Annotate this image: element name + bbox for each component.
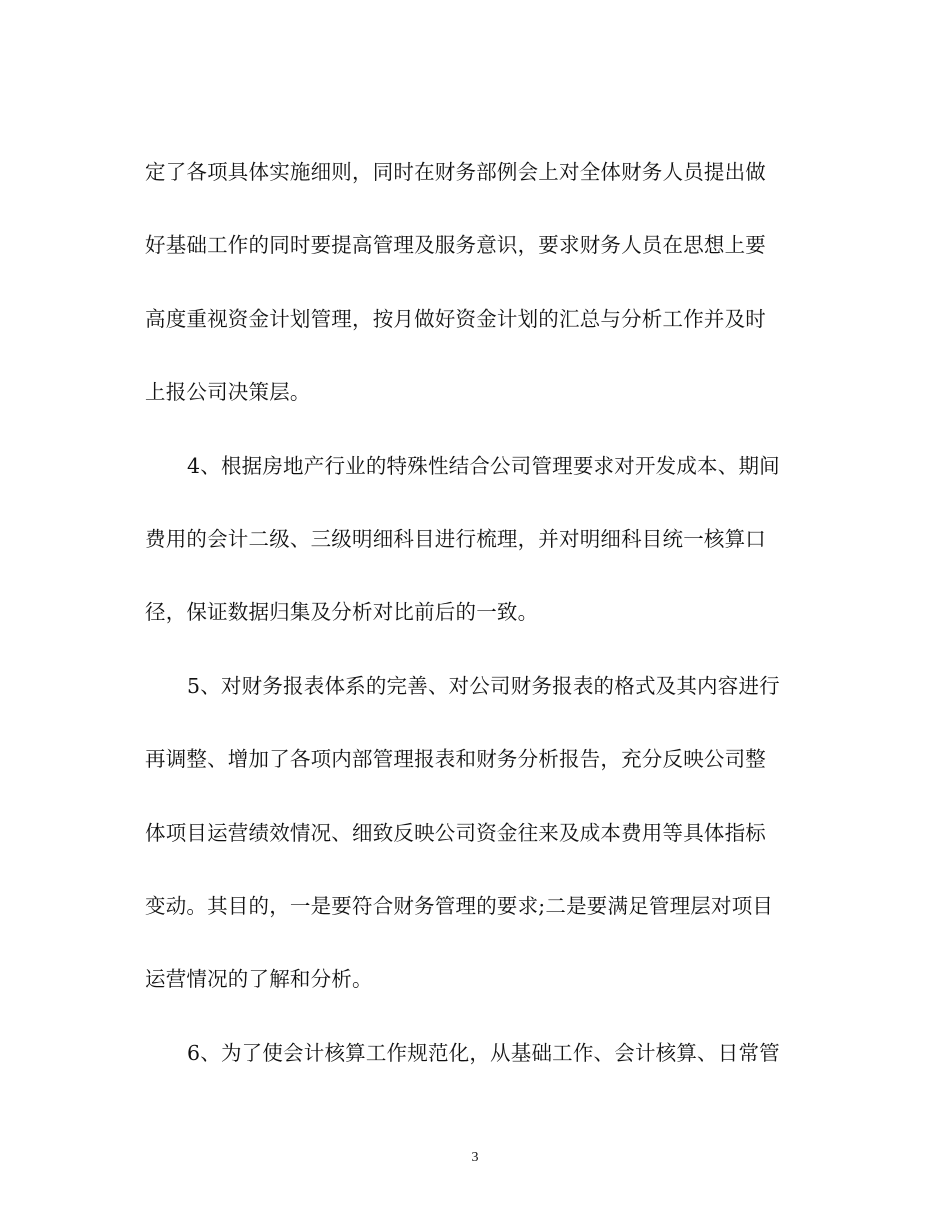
paragraph-start-line: 4、根据房地产行业的特殊性结合公司管理要求对开发成本、期间 — [187, 453, 780, 478]
paragraph-start-line: 5、对财务报表体系的完善、对公司财务报表的格式及其内容进行 — [187, 673, 780, 698]
paragraph-start-line: 6、为了使会计核算工作规范化，从基础工作、会计核算、日常管 — [187, 1040, 780, 1065]
text-line: 高度重视资金计划管理，按月做好资金计划的汇总与分析工作并及时 — [145, 306, 766, 331]
text-line: 定了各项具体实施细则，同时在财务部例会上对全体财务人员提出做 — [145, 160, 766, 184]
text-line: 径，保证数据归集及分析对比前后的一致。 — [145, 600, 539, 625]
text-line: 再调整、增加了各项内部管理报表和财务分析报告，充分反映公司整 — [145, 747, 766, 772]
text-line: 体项目运营绩效情况、细致反映公司资金往来及成本费用等具体指标 — [145, 820, 766, 845]
text-line: 好基础工作的同时要提高管理及服务意识，要求财务人员在思想上要 — [145, 233, 766, 258]
page-number: 3 — [471, 1150, 479, 1165]
body-text — [145, 136, 815, 1090]
text-line: 费用的会计二级、三级明细科目进行梳理，并对明细科目统一核算口 — [145, 526, 766, 551]
text-line: 变动。其目的，一是要符合财务管理的要求;二是要满足管理层对项目 — [145, 893, 774, 918]
text-line: 运营情况的了解和分析。 — [145, 967, 373, 992]
text-line: 上报公司决策层。 — [145, 380, 311, 405]
